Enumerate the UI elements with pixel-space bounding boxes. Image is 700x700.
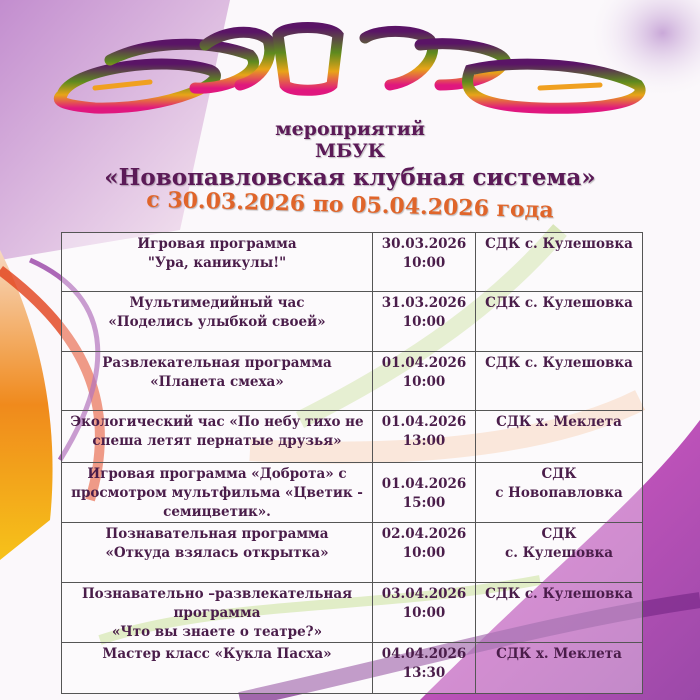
event-date: 30.03.2026: [381, 236, 467, 252]
event-date: 01.04.2026: [381, 414, 467, 430]
event-datetime-cell: [373, 233, 476, 292]
event-title-line: семицветик».: [163, 504, 271, 520]
event-title-line: Мультимедийный час: [129, 295, 305, 311]
event-datetime-cell: [373, 643, 476, 694]
heading-organization-abbr: МБУК: [315, 140, 385, 162]
event-datetime-cell: [373, 352, 476, 411]
event-title-line: программа: [173, 605, 261, 621]
event-title-line: «Планета смеха»: [150, 374, 284, 390]
event-title-line: «Что вы знаете о театре?»: [111, 624, 323, 640]
event-time: 10:00: [402, 545, 446, 561]
event-place: с. Кулешовка: [504, 545, 614, 561]
event-title-line: «Откуда взялась открытка»: [105, 545, 329, 561]
event-place: СДК х. Меклета: [496, 414, 622, 430]
event-title-cell: [62, 411, 373, 463]
event-datetime-cell: [373, 463, 476, 523]
event-title-cell: [62, 352, 373, 411]
event-title-line: Познавательная программа: [105, 526, 329, 542]
event-place: с Новопавловка: [495, 485, 623, 501]
event-place-cell: [476, 643, 643, 694]
heading-date-range: с 30.03.2026 по 05.04.2026 года: [145, 186, 554, 224]
event-title-line: "Ура, каникулы!": [147, 255, 287, 271]
event-date: 03.04.2026: [381, 586, 467, 602]
afisha-banner-icon: [0, 0, 700, 125]
table-row: [62, 292, 643, 352]
event-place: СДК х. Меклета: [496, 646, 622, 662]
event-title-line: Игровая программа «Доброта» с: [87, 466, 347, 482]
event-title-line: Игровая программа: [137, 236, 297, 252]
event-time: 10:00: [402, 255, 446, 271]
event-date: 02.04.2026: [381, 526, 467, 542]
table-row: [62, 643, 643, 694]
heading-events: мероприятий: [275, 118, 425, 140]
event-title-cell: [62, 463, 373, 523]
event-date: 04.04.2026: [381, 646, 467, 662]
table-row: [62, 233, 643, 292]
events-schedule-table: [61, 232, 643, 694]
event-place: СДК с. Кулешовка: [485, 236, 633, 252]
event-time: 15:00: [402, 494, 446, 511]
heading-organization-name: «Новопавловская клубная система»: [104, 164, 596, 191]
table-row: [62, 411, 643, 463]
event-title-line: Развлекательная программа: [102, 355, 332, 371]
table-row: [62, 523, 643, 583]
event-datetime-cell: [373, 583, 476, 643]
event-place-cell: [476, 583, 643, 643]
event-place-cell: [476, 233, 643, 292]
event-title-cell: [62, 233, 373, 292]
event-place-cell: [476, 292, 643, 352]
event-place-cell: [476, 411, 643, 463]
event-date: 31.03.2026: [381, 295, 467, 311]
event-time: 10:00: [402, 374, 446, 390]
event-datetime-cell: [373, 523, 476, 583]
event-place-cell: [476, 352, 643, 411]
table-row: [62, 352, 643, 411]
event-time: 13:30: [402, 665, 446, 681]
event-place: СДК с. Кулешовка: [485, 586, 633, 602]
event-time: 10:00: [402, 314, 446, 330]
event-place-cell: [476, 523, 643, 583]
event-time: 13:00: [402, 433, 446, 449]
event-title-line: «Поделись улыбкой своей»: [108, 314, 326, 330]
event-title-line: спеша летят пернатые друзья»: [92, 433, 342, 449]
event-title-cell: [62, 292, 373, 352]
table-row: [62, 463, 643, 523]
event-date: 01.04.2026: [381, 475, 467, 492]
event-title-cell: [62, 643, 373, 694]
event-title-line: Мастер класс «Кукла Пасха»: [102, 646, 332, 662]
banner-title: [0, 0, 700, 125]
event-place: СДК: [541, 526, 577, 542]
event-datetime-cell: [373, 292, 476, 352]
event-title-line: Познавательно –развлекательная: [81, 586, 353, 602]
event-place-cell: [476, 463, 643, 523]
event-title-line: просмотром мультфильма «Цветик -: [71, 485, 363, 501]
table-row: [62, 583, 643, 643]
event-title-cell: [62, 583, 373, 643]
event-place: СДК с. Кулешовка: [485, 355, 633, 371]
event-title-line: Экологический час «По небу тихо не: [70, 414, 364, 430]
event-place: СДК: [541, 466, 577, 482]
event-time: 10:00: [402, 605, 446, 621]
event-title-cell: [62, 523, 373, 583]
event-datetime-cell: [373, 411, 476, 463]
event-place: СДК с. Кулешовка: [485, 295, 633, 311]
event-date: 01.04.2026: [381, 355, 467, 371]
